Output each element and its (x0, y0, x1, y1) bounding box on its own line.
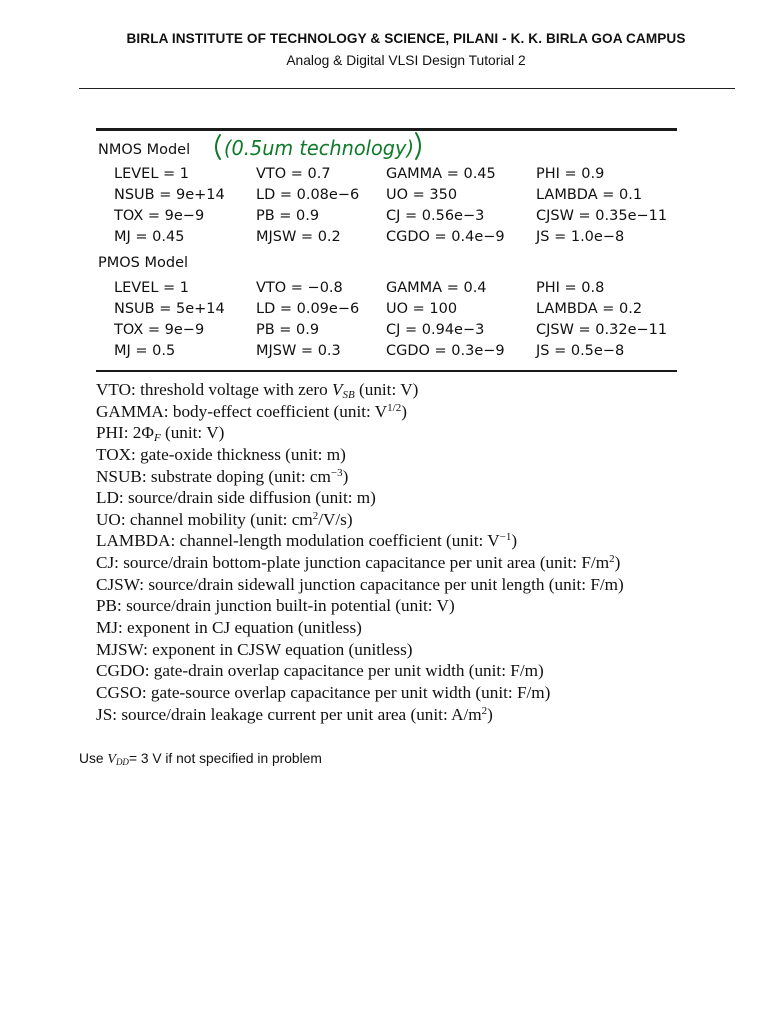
tutorial-subtitle: Analog & Digital VLSI Design Tutorial 2 (286, 53, 526, 68)
pmos-param-cell: JS = 0.5e−8 (536, 343, 625, 359)
note-prefix: Use (79, 751, 108, 766)
definition-item: JS: source/drain leakage current per unit area (unit: $A/m^2$) (96, 704, 493, 724)
nmos-param-cell: CGDO = 0.4e−9 (386, 229, 505, 245)
nmos-param-cell: MJSW = 0.2 (256, 229, 341, 245)
definition-item: MJ: exponent in CJ equation (unitless) (96, 618, 362, 638)
nmos-param-cell: TOX = 9e−9 (114, 208, 205, 224)
nmos-model-title: NMOS Model (98, 142, 191, 158)
pmos-param-cell: NSUB = 5e+14 (114, 301, 225, 317)
pmos-param-cell: MJSW = 0.3 (256, 343, 341, 359)
parameter-definitions-list (96, 379, 624, 725)
definition-item: CGDO: gate-drain overlap capacitance per unit width (unit: F/m) (96, 661, 544, 681)
definition-item: TOX: gate-oxide thickness (unit: m) (96, 444, 346, 464)
definition-item: GAMMA: body-effect coefficient (unit: $V^{1/2}$) (96, 401, 407, 421)
definition-item: MJSW: exponent in CJSW equation (unitless) (96, 639, 413, 659)
nmos-param-cell: NSUB = 9e+14 (114, 187, 225, 203)
note-suffix: = 3 V if not specified in problem (128, 751, 322, 766)
pmos-param-cell: MJ = 0.5 (114, 343, 176, 359)
definition-item: UO: channel mobility (unit: $cm^2/V/s$) (96, 509, 353, 529)
pmos-param-cell: CJSW = 0.32e−11 (536, 322, 668, 338)
definition-item: PHI: $2\Phi_F$ (unit: V) (96, 423, 225, 445)
nmos-param-cell: LD = 0.08e−6 (256, 187, 360, 203)
definition-item: LAMBDA: channel-length modulation coefficient (unit: $V^{-1}$) (96, 531, 518, 551)
definition-item: VTO: threshold voltage with zero $V_{SB}$ (unit: V) (96, 380, 419, 401)
note-variable: V (107, 752, 116, 767)
pmos-param-cell: CGDO = 0.3e−9 (386, 343, 505, 359)
handwritten-annotation (210, 129, 426, 165)
note-subscript: DD (115, 757, 129, 767)
nmos-param-cell: LAMBDA = 0.1 (536, 187, 643, 203)
pmos-param-cell: LD = 0.09e−6 (256, 301, 360, 317)
definition-item: CJSW: source/drain sidewall junction capacitance per unit length (unit: F/m) (96, 574, 624, 594)
pmos-param-cell: LAMBDA = 0.2 (536, 301, 643, 317)
nmos-param-cell: PHI = 0.9 (536, 166, 605, 182)
institute-title: BIRLA INSTITUTE OF TECHNOLOGY & SCIENCE, PILANI - K. K. BIRLA GOA CAMPUS (126, 31, 686, 46)
definition-item: CJ: source/drain bottom-plate junction capacitance per unit area (unit: $F/m^2$) (96, 553, 621, 573)
pmos-param-cell: TOX = 9e−9 (114, 322, 205, 338)
pmos-param-cell: VTO = −0.8 (256, 280, 343, 296)
pmos-param-cell: PB = 0.9 (256, 322, 320, 338)
vdd-note (79, 751, 322, 768)
definition-item: LD: source/drain side diffusion (unit: m) (96, 488, 376, 508)
pmos-param-cell: UO = 100 (386, 301, 458, 317)
pmos-param-cell: CJ = 0.94e−3 (386, 322, 485, 338)
nmos-param-cell: GAMMA = 0.45 (386, 166, 496, 182)
pmos-param-cell: GAMMA = 0.4 (386, 280, 487, 296)
definition-item: NSUB: substrate doping (unit: $cm^{-3}$) (96, 466, 349, 486)
definition-item: CGSO: gate-source overlap capacitance per unit width (unit: F/m) (96, 682, 551, 702)
header-divider (79, 88, 735, 89)
nmos-param-cell: VTO = 0.7 (256, 166, 331, 182)
nmos-param-cell: CJ = 0.56e−3 (386, 208, 485, 224)
definition-item: PB: source/drain junction built-in potential (unit: V) (96, 596, 455, 616)
annotation-text: (0.5um technology) (224, 136, 414, 160)
pmos-param-cell: PHI = 0.8 (536, 280, 605, 296)
nmos-param-cell: JS = 1.0e−8 (536, 229, 625, 245)
nmos-param-cell: PB = 0.9 (256, 208, 320, 224)
nmos-param-cell: LEVEL = 1 (114, 166, 189, 182)
pmos-param-cell: LEVEL = 1 (114, 280, 189, 296)
nmos-param-cell: MJ = 0.45 (114, 229, 185, 245)
table-bottom-rule (96, 370, 677, 372)
nmos-param-cell: CJSW = 0.35e−11 (536, 208, 668, 224)
nmos-param-cell: UO = 350 (386, 187, 458, 203)
pmos-model-title: PMOS Model (98, 255, 189, 271)
